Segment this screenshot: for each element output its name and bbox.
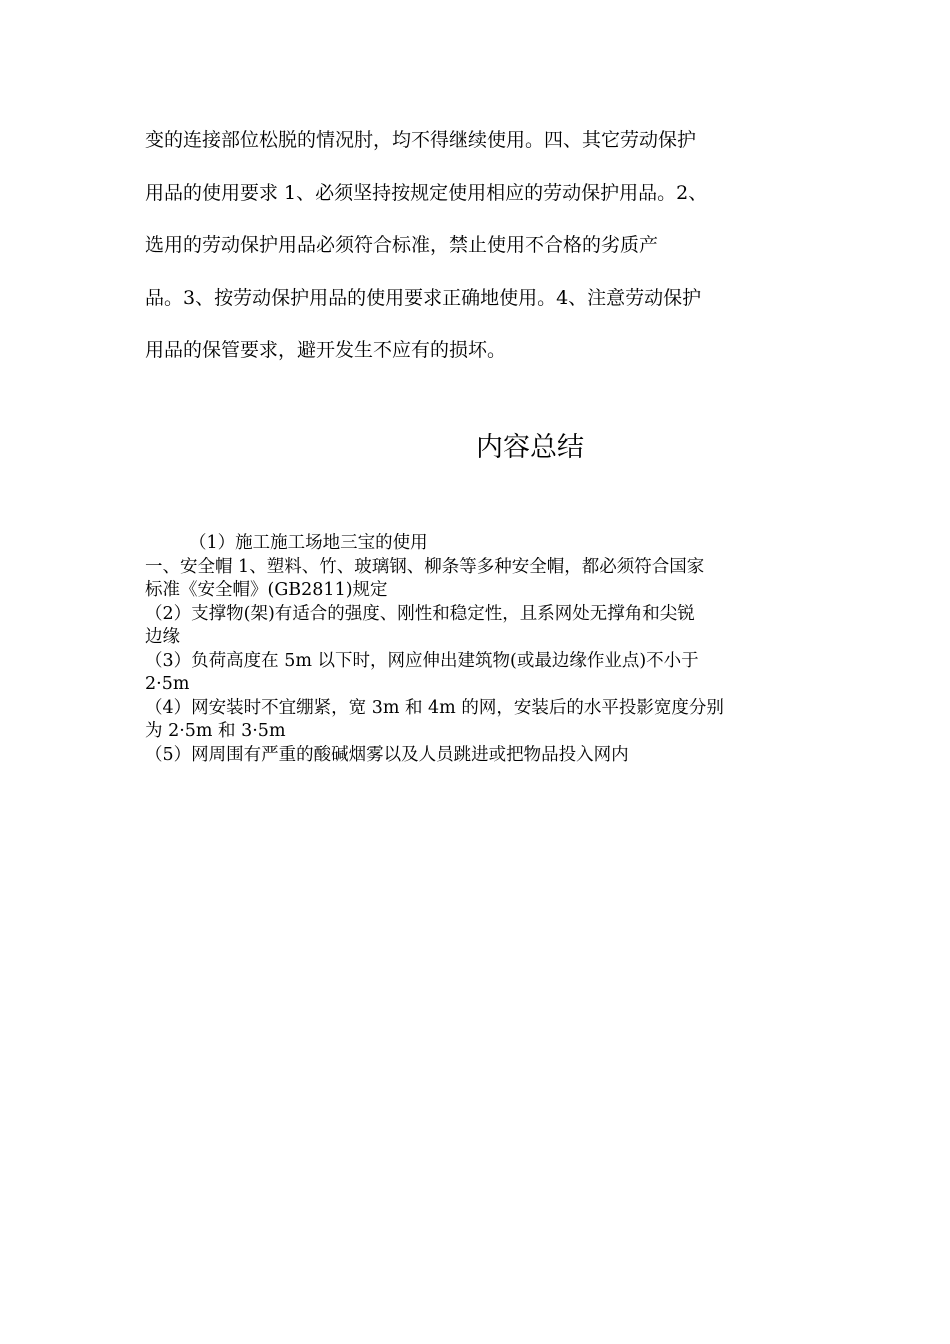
body-line: 用品的使用要求 1、必须坚持按规定使用相应的劳动保护用品。2、 [145,181,708,204]
summary-line: 2·5m [145,674,190,694]
summary-line: （3）负荷高度在 5m 以下时，网应伸出建筑物(或最边缘作业点)不小于 [145,650,699,671]
body-line: 变的连接部位松脱的情况肘，均不得继续使用。四、其它劳动保护 [145,129,697,151]
summary-line: （5）网周围有严重的酸碱烟雾以及人员跳进或把物品投入网内 [145,744,629,765]
body-line: 用品的保管要求，避开发生不应有的损坏。 [145,339,507,361]
summary-line: 标准《安全帽》(GB2811)规定 [145,580,388,600]
summary-line: （4）网安装时不宜绷紧，宽 3m 和 4m 的网，安装后的水平投影宽度分别 [145,697,724,718]
summary-list [145,532,815,767]
summary-title: 内容总结 [476,432,584,463]
summary-line: （2）支撑物(架)有适合的强度、刚性和稳定性，且系网处无撑角和尖锐 [145,603,695,624]
body-line: 品。3、按劳动保护用品的使用要求正确地使用。4、注意劳动保护 [145,286,702,309]
summary-line: 一、安全帽 1、塑料、竹、玻璃钢、柳条等多种安全帽，都必须符合国家 [145,556,705,577]
summary-line: （1）施工施工场地三宝的使用 [189,533,428,553]
body-line: 选用的劳动保护用品必须符合标准，禁止使用不合格的劣质产 [145,234,659,256]
body-paragraph [145,114,805,377]
summary-line: 边缘 [145,627,180,647]
summary-line: 为 2·5m 和 3·5m [145,721,286,741]
